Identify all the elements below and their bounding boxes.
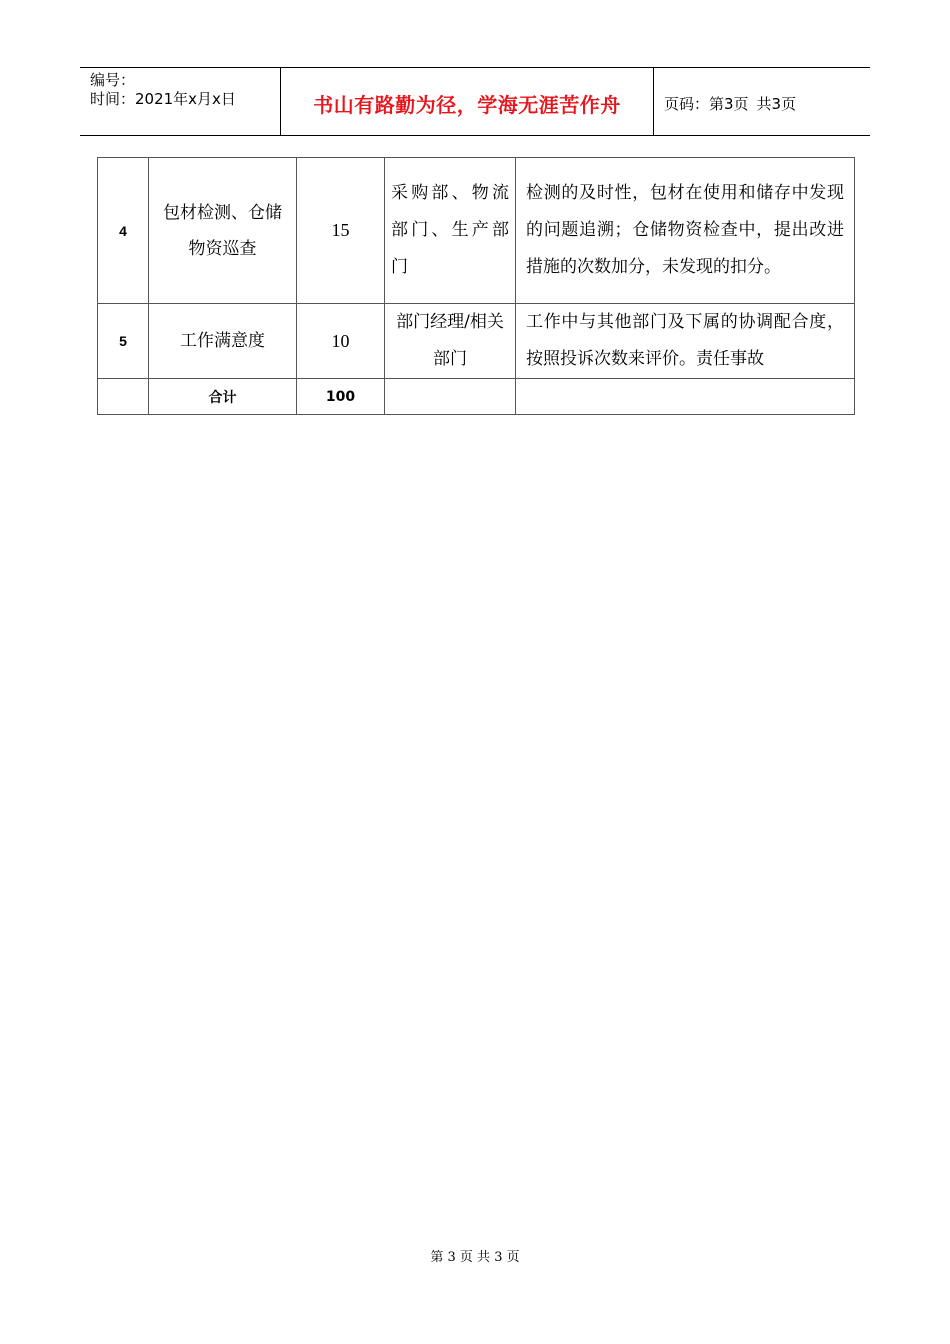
table-total-row xyxy=(98,379,855,415)
total-empty-cell xyxy=(516,379,855,415)
assessment-table xyxy=(97,157,855,415)
header-page-info xyxy=(654,68,870,135)
assessment-criteria: 工作中与其他部门及下属的协调配合度，按照投诉次数来评价。责任事故 xyxy=(516,304,855,379)
header-page-total: 共3页 xyxy=(756,95,797,113)
assessment-item: 工作满意度 xyxy=(149,304,297,379)
total-label: 合计 xyxy=(149,379,297,415)
row-number: 4 xyxy=(98,158,149,304)
item-score: 15 xyxy=(297,158,385,304)
page-footer: 第 3 页 共 3 页 xyxy=(430,1250,520,1265)
item-score: 10 xyxy=(297,304,385,379)
assessment-criteria: 检测的及时性，包材在使用和储存中发现的问题追溯；仓储物资检查中，提出改进措施的次数加分，未发现的扣分。 xyxy=(516,158,855,304)
responsible-dept: 采购部、物流部门、生产部门 xyxy=(385,158,516,304)
table-row xyxy=(98,158,855,304)
header-meta xyxy=(80,68,281,135)
page-header xyxy=(80,67,870,136)
total-empty-cell xyxy=(385,379,516,415)
row-number: 5 xyxy=(98,304,149,379)
assessment-item: 包材检测、仓储物资巡查 xyxy=(149,158,297,304)
date-label: 时间：2021年x月x日 xyxy=(90,90,236,108)
header-page-number: 页码：第3页 xyxy=(664,95,749,113)
header-motto: 书山有路勤为径，学海无涯苦作舟 xyxy=(281,68,654,135)
table-row xyxy=(98,304,855,379)
responsible-dept: 部门经理/相关部门 xyxy=(385,304,516,379)
total-score: 100 xyxy=(297,379,385,415)
total-empty-cell xyxy=(98,379,149,415)
doc-number-label: 编号： xyxy=(90,71,136,89)
